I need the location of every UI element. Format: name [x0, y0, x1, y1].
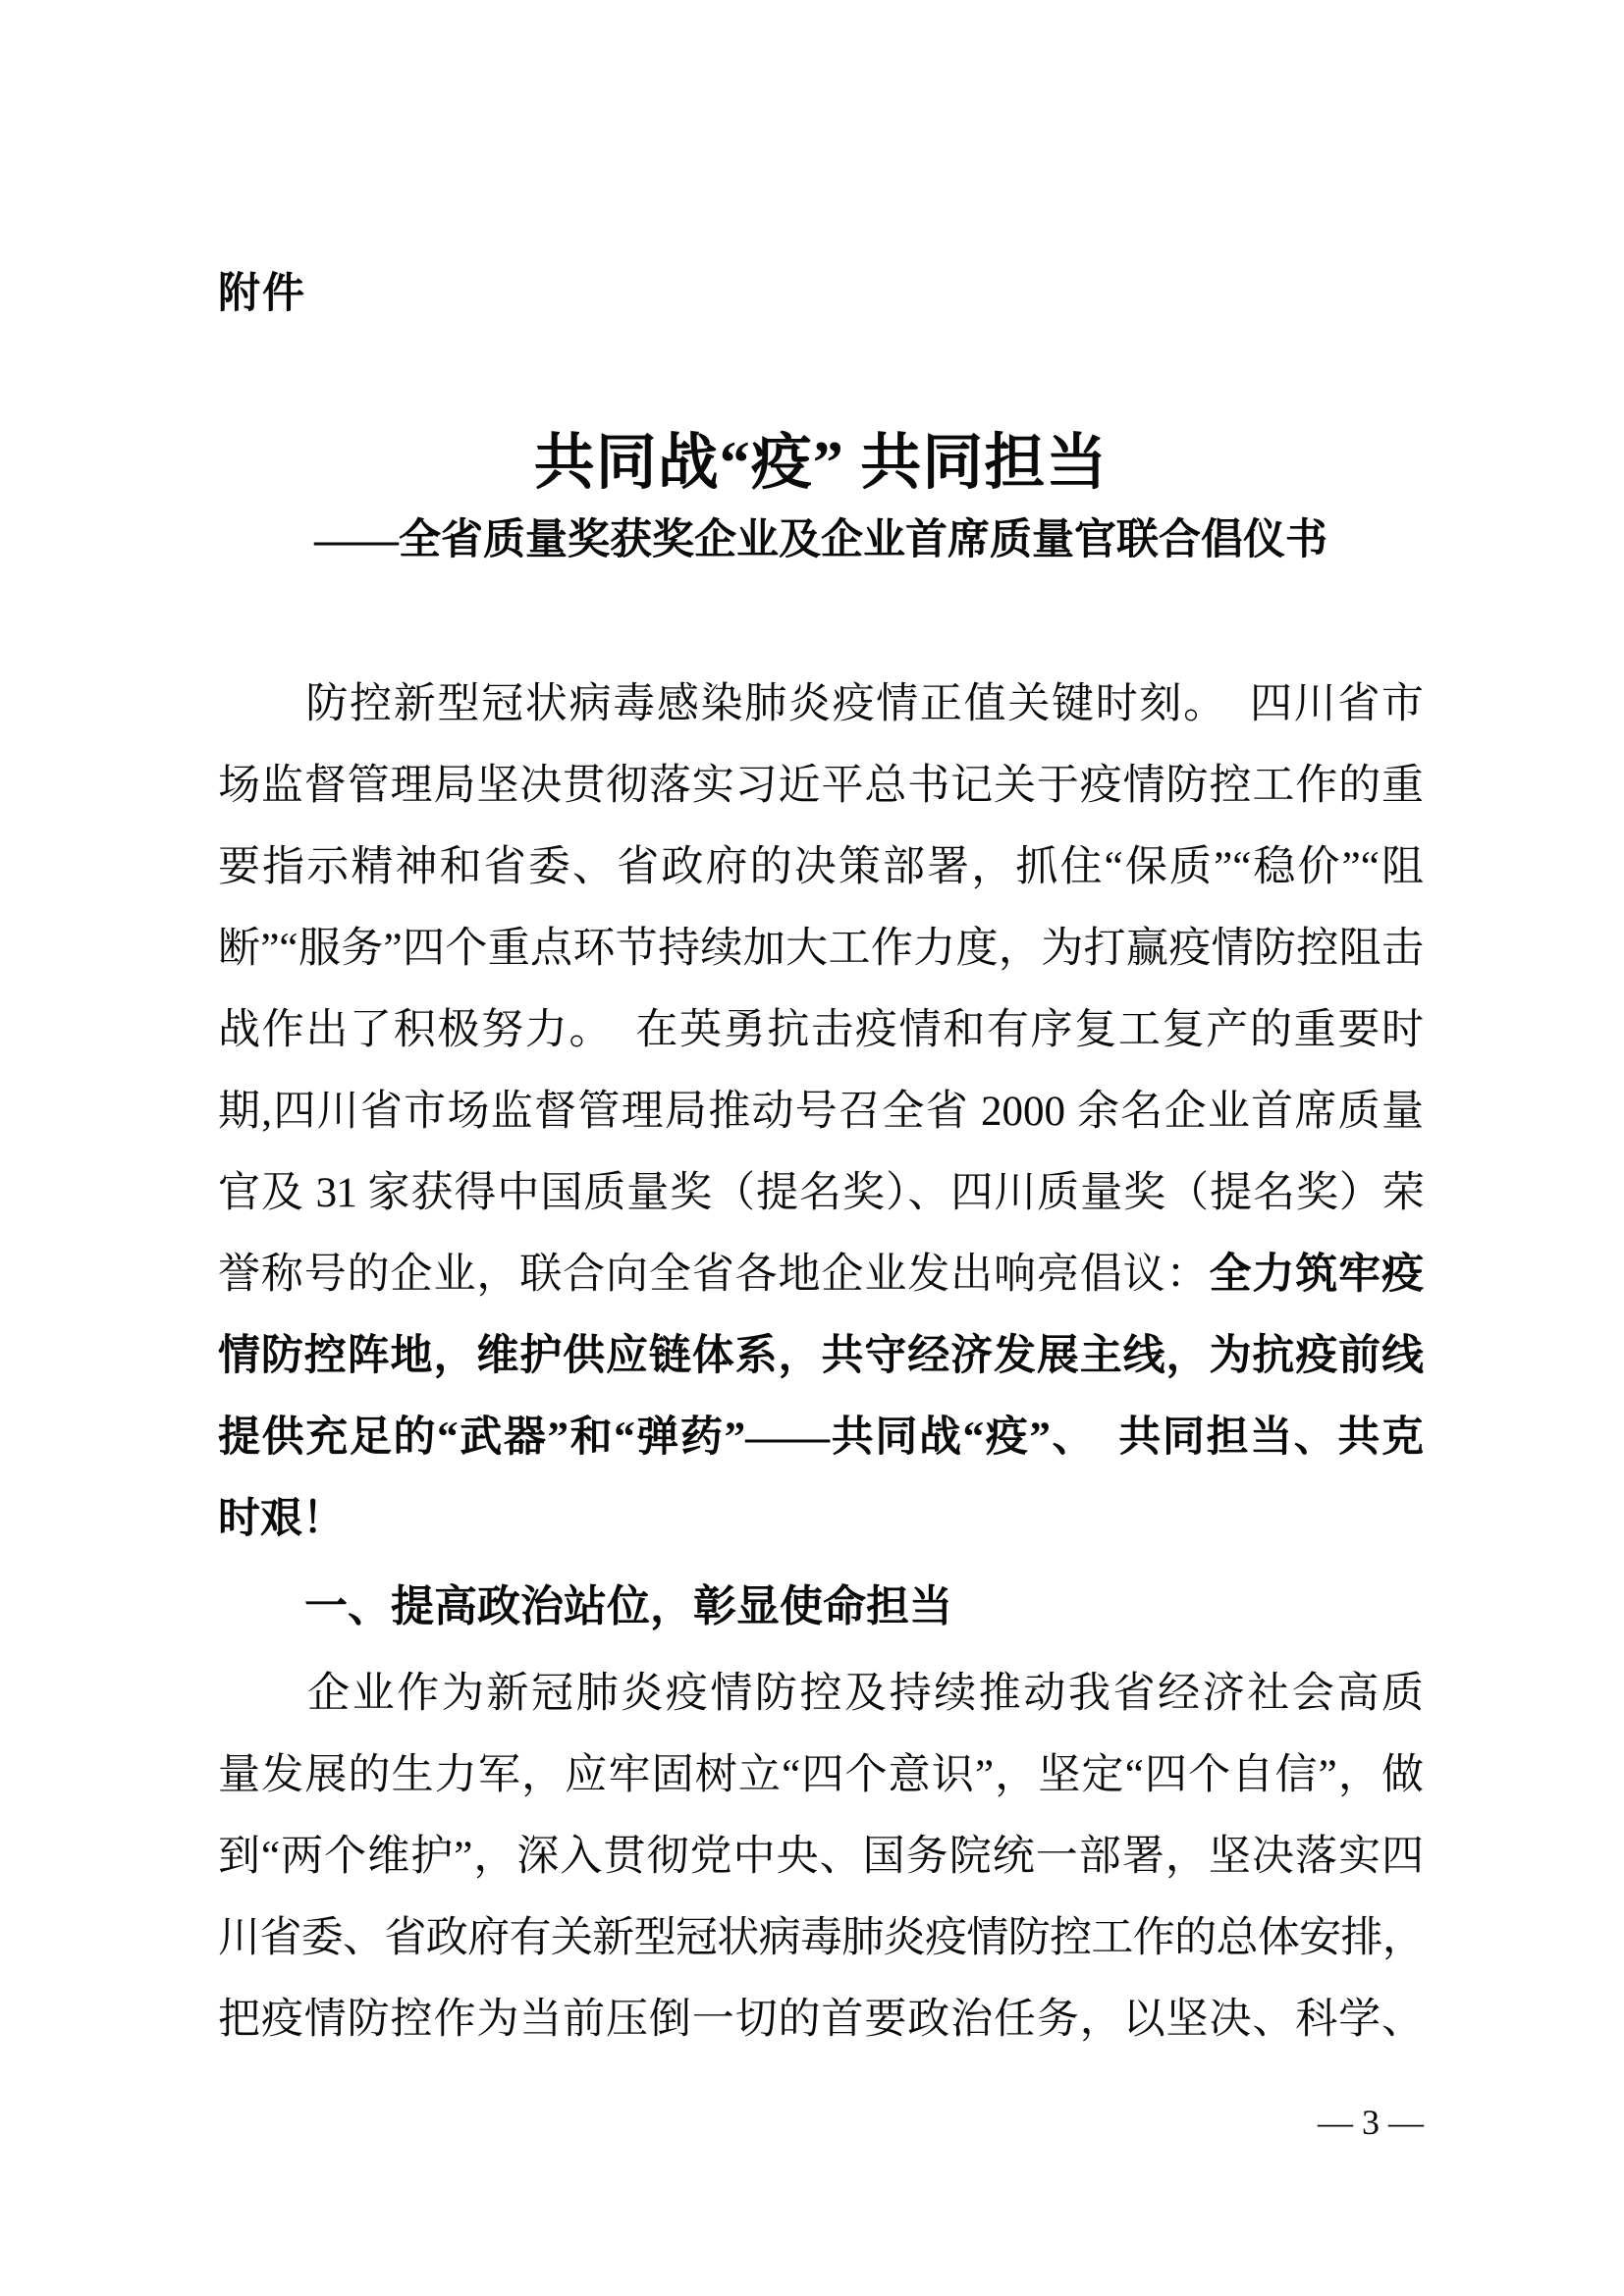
emphasized-text: 提供充足的“武器”和“弹药”——共同战“疫”、 共同担当、共克	[218, 1415, 1424, 1461]
body-line	[218, 1071, 1424, 1152]
body-text: 战作出了积极努力。 在英勇抗击疫情和有序复工复产的重要时	[218, 1007, 1424, 1053]
body-text: 把疫情防控作为当前压倒一切的首要政治任务，以坚决、科学、	[218, 1997, 1424, 2043]
emphasized-text: 情防控阵地，维护供应链体系，共守经济发展主线，为抗疫前线	[218, 1333, 1424, 1379]
body-text: 要指示精神和省委、省政府的决策部署，抓住“保质”“稳价”“阻	[218, 844, 1424, 890]
body-text: 期,四川省市场监督管理局推动号召全省 2000 余名企业首席质量	[218, 1089, 1424, 1135]
body-text: 到“两个维护”，深入贯彻党中央、国务院统一部署，坚决落实四	[218, 1834, 1424, 1880]
document-subtitle: ——全省质量奖获奖企业及企业首席质量官联合倡仪书	[314, 517, 1327, 563]
document-body	[218, 664, 1424, 2060]
body-line	[218, 908, 1424, 989]
body-line	[218, 1653, 1424, 1735]
emphasized-text: 时艰！	[218, 1496, 345, 1542]
body-line	[218, 1315, 1424, 1397]
body-text: 断”“服务”四个重点环节持续加大工作力度，为打赢疫情防控阻击	[218, 926, 1424, 972]
body-text: 川省委、省政府有关新型冠状病毒肺炎疫情防控工作的总体安排，	[218, 1915, 1424, 1961]
body-line	[218, 989, 1424, 1071]
body-line	[218, 1397, 1424, 1478]
body-line	[218, 1735, 1424, 1816]
body-text: 量发展的生力军，应牢固树立“四个意识”，坚定“四个自信”，做	[218, 1752, 1424, 1798]
page-number: — 3 —	[1318, 2103, 1424, 2142]
body-text: 防控新型冠状病毒感染肺炎疫情正值关键时刻。 四川省市	[218, 681, 1424, 727]
body-text: 誉称号的企业，联合向全省各地企业发出响亮倡议：	[218, 1252, 1210, 1298]
body-line	[218, 1152, 1424, 1234]
paragraph-2	[218, 1653, 1424, 2060]
body-text: 企业作为新冠肺炎疫情防控及持续推动我省经济社会高质	[218, 1671, 1424, 1717]
body-line	[218, 1897, 1424, 1979]
attachment-label: 附件	[218, 270, 306, 317]
body-line	[218, 1979, 1424, 2060]
body-line	[218, 827, 1424, 908]
body-line	[218, 745, 1424, 827]
section-heading-1: 一、提高政治站位，彰显使命担当	[304, 1582, 952, 1630]
body-line	[218, 1234, 1424, 1315]
emphasized-text: 全力筑牢疫	[1209, 1252, 1425, 1298]
body-text: 场监督管理局坚决贯彻落实习近平总书记关于疫情防控工作的重	[218, 763, 1424, 809]
body-line	[218, 664, 1424, 745]
paragraph-1	[218, 664, 1424, 1560]
document-title: 共同战“疫” 共同担当	[533, 430, 1109, 497]
body-line	[218, 1816, 1424, 1897]
body-line	[218, 1478, 1424, 1560]
body-text: 官及 31 家获得中国质量奖（提名奖）、四川质量奖（提名奖）荣	[218, 1170, 1424, 1216]
